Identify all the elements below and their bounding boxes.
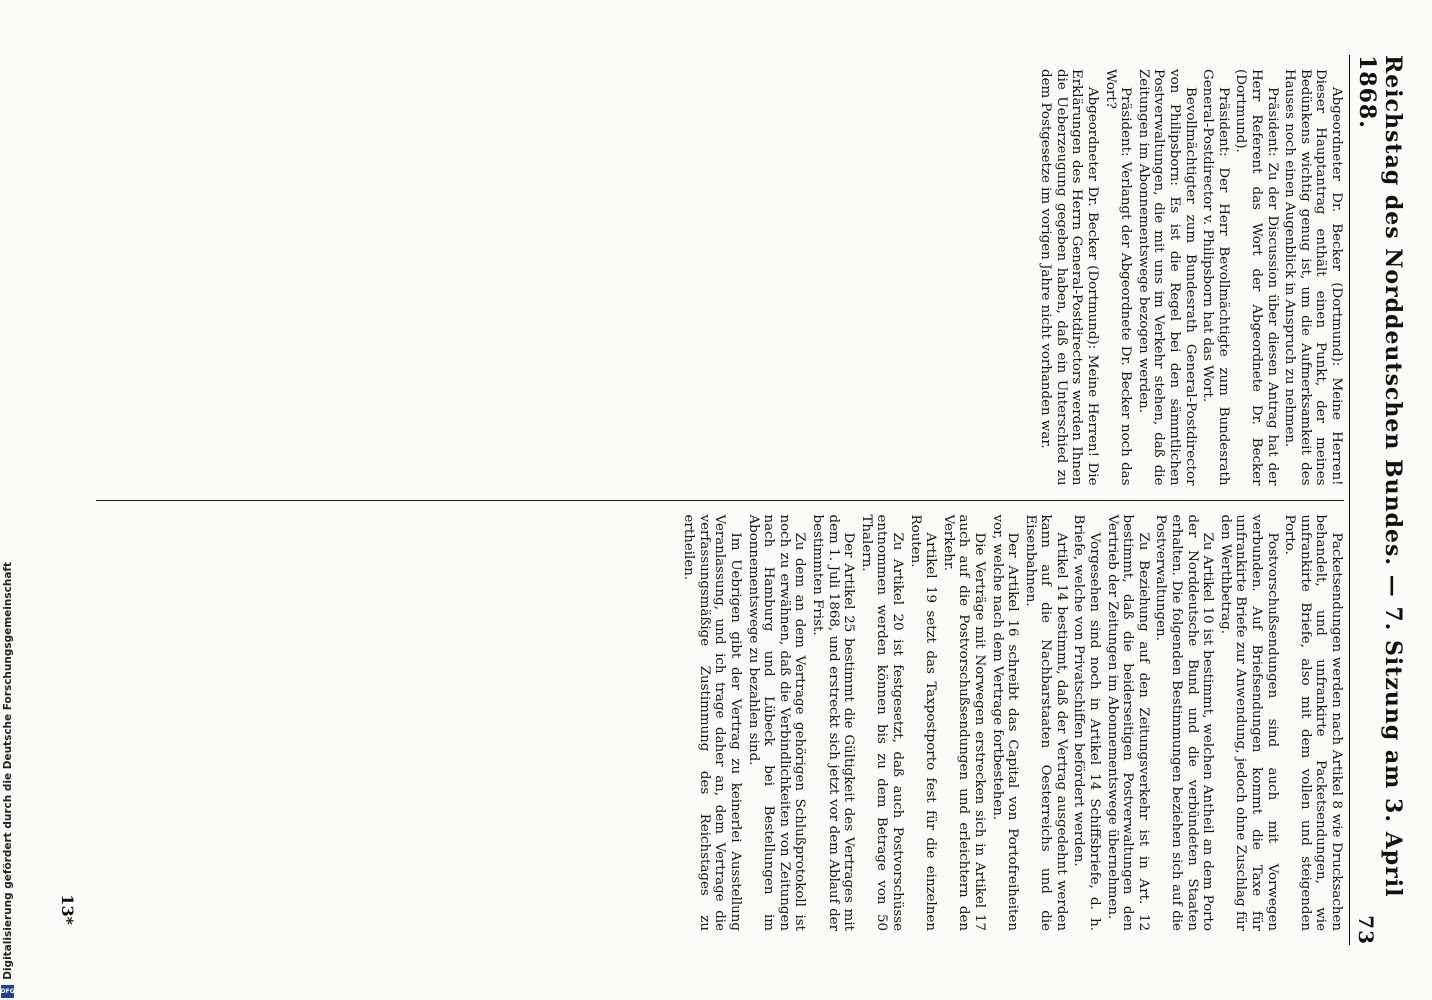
credit-text: Digitalisierung gefördert durch die Deutsche Forschungsgemeinschaft (2, 562, 14, 980)
paragraph: Packetsendungen werden nach Artikel 8 wie Drucksachen behandelt, und unfrankirte Packetsendungen, wie unfrankirte Briefe, also mit dem vollen und steigenden Porto. (1282, 514, 1344, 931)
paragraph: Vorgesehen sind noch in Artikel 14 Schiffsbriefe, d. h. Briefe, welche von Privatschiffen befördert werden. (1071, 514, 1103, 931)
paragraph: Die Verträge mit Norwegen erstrecken sich in Artikel 17 auch auf die Postvorschußsendungen und erleichtern den Verkehr. (940, 514, 987, 931)
text-columns (96, 55, 1344, 945)
rotated-page (36, 25, 1406, 975)
paragraph: Artikel 14 bestimmt, daß der Vertrag ausgedehnt werden kann auf die Nachbarstaaten Oesterreichs und die Eisenbahnen. (1022, 514, 1069, 931)
signature-mark: 13* (58, 894, 77, 925)
paragraph: Zu Beziehung auf den Zeitungsverkehr ist in Art. 12 bestimmt, daß die beiderseitigen Postverwaltungen den Vertrieb der Zeitungen im Abonnementswege übernehmen. (1104, 514, 1151, 931)
digitization-credit (0, 0, 16, 1000)
paragraph: Postvorschußsendungen sind auch mit Vorwegen verbunden. Auf Briefsendungen kommt die Taxe für unfrankirte Briefe zur Anwendung, jedoch ohne Zuschlag für den Werthbetrag. (1217, 514, 1280, 931)
paragraph: Präsident: Verlangt der Abgeordnete Dr. Becker noch das Wort? (1102, 69, 1134, 486)
paragraph: Artikel 19 setzt das Taxpostporto fest für die einzelnen Routen. (907, 514, 939, 931)
running-head (1349, 55, 1406, 945)
paragraph: Zu dem an dem Vertrage gehörigen Schlußprotokoll ist noch zu erwähnen, daß die Verbindlichkeiten von Zeitungen nach Hamburg und Lübeck bei Bestellungen im Abonnementswege zu bezahlen sind. (745, 514, 808, 931)
running-head-title: Reichstag des Norddeutschen Bundes. — 7. Sitzung am 3. April 1868. (1354, 55, 1406, 898)
paragraph: Der Artikel 25 bestimmt die Gültigkeit des Vertrages mit dem 1. Juli 1868, und erstreckt sich jetzt vor dem Ablauf der bestimmten Frist. (810, 514, 857, 931)
paragraph: Im Uebrigen gibt der Vertrag zu keinerlei Ausstellung Veranlassung, und ich trage daher an, dem Vertrage die verfassungsmäßige Zustimmung des Reichstages zu ertheilen. (681, 514, 744, 931)
page-number: 73 (1354, 915, 1378, 945)
paragraph: Präsident: Der Herr Bevollmächtigte zum Bundesrath General-Postdirector v. Philipsborn hat das Wort. (1200, 69, 1231, 486)
paragraph: Der Artikel 16 schreibt das Capital von Portofreiheiten vor, welche nach dem Vertrage fortbestehen. (989, 514, 1021, 931)
dfg-logo-icon: DFG (1, 985, 14, 998)
paragraph: Bevollmächtigter zum Bundesrath General-Postdirector von Philipsborn: Es ist die Regel bei den sämmtlichen Postverwaltungen, die mit uns im Verkehr stehen, daß die Zeitungen im Abonnementswege bezogen werden. (1135, 69, 1198, 486)
paragraph: Abgeordneter Dr. Becker (Dortmund): Meine Herren! Dieser Hauptantrag enthält einen Punkt, der meines Bedünkens wichtig genug ist, um die Aufmerksamkeit des Hauses noch einen Augenblick in Anspruch zu nehmen. (1282, 69, 1344, 486)
right-column (96, 500, 1344, 946)
paragraph: Zu Artikel 20 ist festgesetzt, daß auch Postvorschüsse entnommen werden können bis zu dem Betrage von 50 Thalern. (858, 514, 905, 931)
left-column (96, 55, 1344, 500)
paragraph: Präsident: Zu der Discussion über diesen Antrag hat der Herr Referent das Wort der Abgeordnete Dr. Becker (Dortmund). (1233, 69, 1280, 486)
paragraph: Abgeordneter Dr. Becker (Dortmund): Meine Herren! Die Erklärungen des Herrn General-Postdirectors werden Ihnen die Ueberzeugung gegeben haben, daß ein Unterschied zu dem Postgesetze im vorigen Jahre nicht vorhanden war. (1038, 69, 1101, 486)
paragraph: Zu Artikel 10 ist bestimmt, welchen Antheil an dem Porto der Norddeutsche Bund und die verbündeten Staaten erhalten. Die folgenden Bestimmungen beziehen sich auf die Postverwaltungen. (1153, 514, 1216, 931)
